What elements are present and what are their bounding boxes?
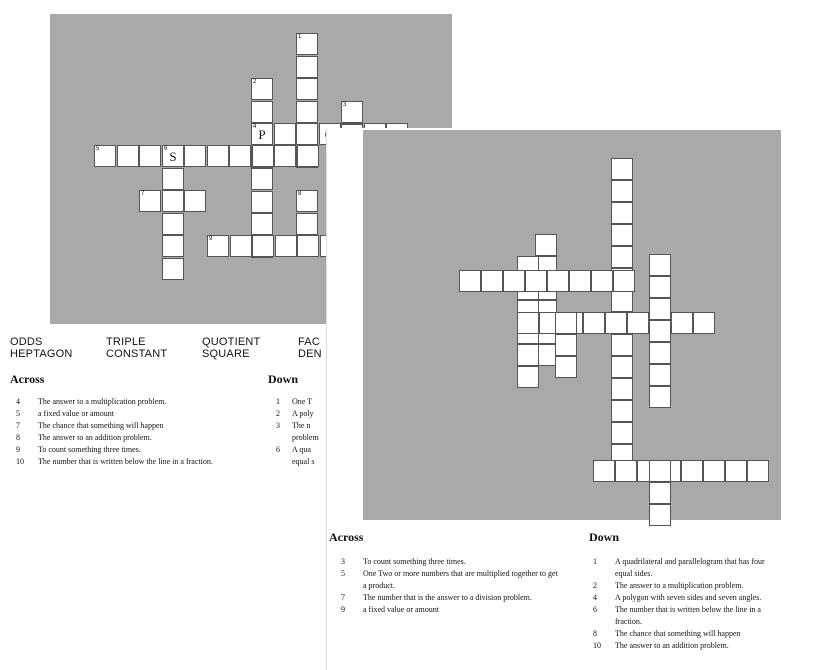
grid-cell[interactable] [296, 78, 318, 100]
grid-cell[interactable] [459, 270, 481, 292]
word-bank-item: QUOTIENT [202, 336, 261, 348]
grid-cell[interactable] [341, 101, 363, 123]
grid-cell[interactable] [649, 482, 671, 504]
clue: 4 The answer to a multiplication problem. [16, 397, 167, 406]
clue-number: 1 [298, 34, 302, 40]
grid-cell[interactable] [297, 235, 319, 257]
grid-cell[interactable] [649, 504, 671, 526]
clue: 8 The answer to an addition problem. [16, 433, 152, 442]
grid-cell[interactable] [747, 460, 769, 482]
clue-number: 5 [96, 146, 100, 152]
grid-cell[interactable] [296, 101, 318, 123]
word-bank [298, 336, 322, 360]
clue: 2 The answer to a multiplication problem. [593, 581, 744, 590]
grid-cell[interactable] [703, 460, 725, 482]
clue: 2 A poly [276, 409, 314, 418]
grid-cell[interactable] [613, 270, 635, 292]
across-clues [341, 556, 561, 616]
clue: 9 To count something three times. [16, 445, 141, 454]
grid-cell[interactable] [94, 145, 116, 167]
grid-cell[interactable] [649, 276, 671, 298]
across-heading: Across [10, 372, 45, 386]
grid-cell[interactable] [296, 123, 318, 145]
grid-cell[interactable] [517, 312, 539, 334]
grid-cell[interactable] [274, 145, 296, 167]
grid-cell[interactable] [296, 56, 318, 78]
grid-cell[interactable] [184, 145, 206, 167]
grid-cell[interactable] [251, 213, 273, 235]
clue-number: 8 [298, 191, 302, 197]
grid-cell[interactable] [162, 258, 184, 280]
grid-cell[interactable] [162, 145, 184, 167]
grid-cell[interactable] [555, 356, 577, 378]
grid-cell[interactable] [184, 190, 206, 212]
grid-cell[interactable] [139, 190, 161, 212]
grid-cell[interactable] [555, 312, 577, 334]
grid-cell[interactable] [605, 312, 627, 334]
grid-cell[interactable] [681, 460, 703, 482]
clue: 3 The n problem [276, 421, 319, 442]
cell-letter: P [258, 127, 266, 142]
grid-cell[interactable] [517, 366, 539, 388]
grid-cell[interactable] [297, 145, 319, 167]
clue: 5 One Two or more numbers that are multiplied together to get a product. [341, 569, 558, 590]
word-bank-item: FAC [298, 336, 320, 348]
grid-cell[interactable] [671, 312, 693, 334]
grid-cell[interactable] [503, 270, 525, 292]
grid-cell[interactable] [611, 202, 633, 224]
grid-cell[interactable] [611, 290, 633, 312]
worksheet-2 [326, 128, 783, 670]
word-bank-item: ODDS [10, 336, 43, 348]
clue: 5 a fixed value or amount [16, 409, 114, 418]
grid-cell[interactable] [296, 33, 318, 55]
clue-number: 9 [209, 236, 213, 242]
grid-cell[interactable] [547, 270, 569, 292]
grid-cell[interactable] [611, 334, 633, 356]
clue-number: 7 [141, 191, 145, 197]
grid-cell[interactable] [615, 460, 637, 482]
grid-cell[interactable] [139, 145, 161, 167]
clue: 7 The chance that something will happen [16, 421, 164, 430]
cell-letter: S [169, 149, 177, 164]
clue: 1 One T [276, 397, 313, 406]
grid-cell[interactable] [649, 320, 671, 342]
word-bank-item: SQUARE [202, 348, 250, 360]
grid-cell[interactable] [296, 213, 318, 235]
down-heading: Down [268, 372, 299, 386]
grid-cell[interactable] [611, 356, 633, 378]
grid-cell[interactable] [583, 312, 605, 334]
grid-cell[interactable] [251, 78, 273, 100]
grid-cell[interactable] [162, 213, 184, 235]
word-bank [202, 336, 260, 360]
grid-cell[interactable] [162, 168, 184, 190]
word-bank-item: HEPTAGON [10, 348, 73, 360]
grid-cell[interactable] [649, 364, 671, 386]
clue-number: 6 [164, 146, 168, 152]
grid-cell[interactable] [252, 145, 274, 167]
grid-cell[interactable] [251, 123, 273, 145]
grid-cell[interactable] [230, 235, 252, 257]
grid-cell[interactable] [649, 342, 671, 364]
clue: 10 The number that is written below the line in a fraction. [16, 457, 213, 466]
word-bank-item: TRIPLE [106, 336, 146, 348]
grid-cell[interactable] [229, 145, 251, 167]
clue: 4 A polygon with seven sides and seven angles. [593, 593, 762, 602]
clue: 7 The number that is the answer to a division problem. [341, 593, 532, 602]
word-bank-item: DEN [298, 348, 322, 360]
clue: 6 A qua equal s [276, 445, 315, 466]
grid-cell[interactable] [296, 190, 318, 212]
grid-cell[interactable] [251, 191, 273, 213]
grid-cell[interactable] [251, 101, 273, 123]
down-clues [593, 556, 783, 652]
word-bank [10, 336, 73, 360]
clue: 3 To count something three times. [341, 557, 466, 566]
grid-cell[interactable] [517, 344, 539, 366]
grid-cell[interactable] [251, 168, 273, 190]
grid-cell[interactable] [611, 246, 633, 268]
grid-cell[interactable] [207, 235, 229, 257]
grid-cell[interactable] [649, 386, 671, 408]
clue: 6 The number that is written below the line in a fraction. [593, 605, 761, 626]
grid-cell[interactable] [162, 235, 184, 257]
clue-number: 3 [343, 102, 347, 108]
grid-cell[interactable] [207, 145, 229, 167]
grid-cell[interactable] [252, 235, 274, 257]
grid-cell[interactable] [611, 224, 633, 246]
clue: 1 A quadrilateral and parallelogram that has four equal sides. [593, 557, 765, 578]
grid-cell[interactable] [611, 422, 633, 444]
across-heading: Across [329, 530, 364, 544]
grid-cell[interactable] [481, 270, 503, 292]
word-bank-item: CONSTANT [106, 348, 168, 360]
grid-cell[interactable] [555, 334, 577, 356]
grid-cell[interactable] [649, 254, 671, 276]
across-clues [16, 396, 236, 468]
clue: 9 a fixed value or amount [341, 605, 439, 614]
clue-number: 2 [253, 79, 257, 85]
grid-cell[interactable] [693, 312, 715, 334]
grid-cell[interactable] [535, 234, 557, 256]
down-clues [276, 396, 326, 468]
word-bank [106, 336, 167, 360]
grid-cell[interactable] [117, 145, 139, 167]
clue: 10 The answer to an addition problem. [593, 641, 729, 650]
grid-cell[interactable] [593, 460, 615, 482]
grid-cell[interactable] [591, 270, 613, 292]
grid-cell[interactable] [611, 158, 633, 180]
grid-cell[interactable] [569, 270, 591, 292]
grid-cell[interactable] [274, 123, 296, 145]
grid-cell[interactable] [611, 378, 633, 400]
grid-cell[interactable] [611, 400, 633, 422]
grid-cell[interactable] [162, 190, 184, 212]
grid-cell[interactable] [725, 460, 747, 482]
grid-cell[interactable] [649, 460, 671, 482]
clue: 8 The chance that something will happen [593, 629, 741, 638]
grid-cell[interactable] [275, 235, 297, 257]
grid-cell[interactable] [627, 312, 649, 334]
grid-cell[interactable] [611, 180, 633, 202]
down-heading: Down [589, 530, 620, 544]
grid-cell[interactable] [525, 270, 547, 292]
grid-cell[interactable] [649, 298, 671, 320]
clue-number: 4 [253, 124, 257, 130]
